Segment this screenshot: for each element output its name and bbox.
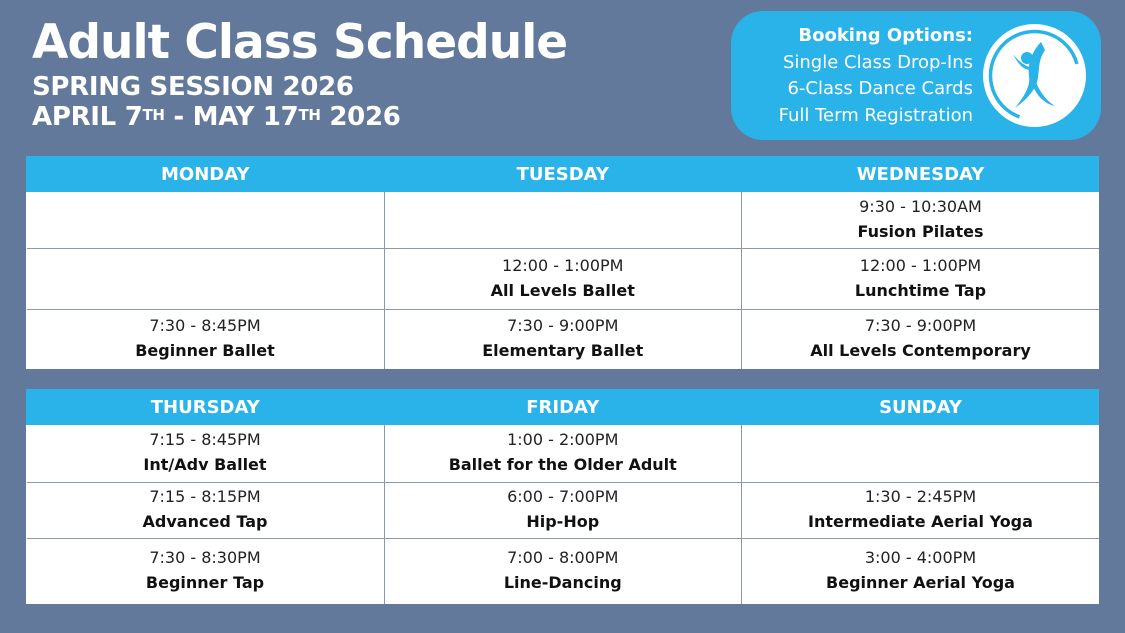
class-time: 7:00 - 8:00PM — [507, 548, 619, 568]
booking-options-panel — [731, 11, 1101, 140]
class-name: Lunchtime Tap — [854, 280, 987, 300]
class-cell — [384, 482, 742, 538]
class-time: 7:30 - 9:00PM — [864, 316, 977, 336]
booking-option-dance-cards: 6-Class Dance Cards — [787, 78, 973, 99]
class-time: 7:30 - 8:30PM — [149, 548, 261, 568]
class-time: 12:00 - 1:00PM — [502, 255, 624, 275]
schedule-table-thu-sun — [26, 389, 1099, 604]
session-name: SPRING SESSION 2026 — [32, 72, 354, 102]
class-cell — [742, 192, 1100, 248]
class-name: Int/Adv Ballet — [143, 455, 267, 475]
class-cell — [384, 538, 742, 604]
class-cell — [742, 248, 1100, 309]
dancer-logo-icon — [983, 24, 1086, 127]
dates-start-suffix: TH — [142, 106, 165, 124]
table-row — [27, 192, 1100, 248]
class-name: Advanced Tap — [142, 512, 268, 531]
schedule-header — [32, 14, 567, 132]
dates-start: APRIL 7 — [32, 102, 143, 132]
class-name: Elementary Ballet — [482, 341, 644, 361]
day-header-wednesday: WEDNESDAY — [742, 156, 1100, 192]
class-name: Beginner Tap — [145, 573, 265, 593]
class-cell — [384, 192, 742, 248]
table-row — [27, 425, 1100, 482]
class-time: 6:00 - 7:00PM — [507, 487, 619, 506]
table-row — [27, 309, 1100, 369]
day-header-tuesday: TUESDAY — [384, 156, 742, 192]
class-time: 1:00 - 2:00PM — [507, 430, 619, 450]
class-name: Fusion Pilates — [857, 221, 984, 241]
dates-end-suffix: TH — [298, 106, 321, 124]
class-cell — [742, 425, 1100, 482]
class-cell — [742, 538, 1100, 604]
table-row — [27, 538, 1100, 604]
class-cell — [27, 425, 385, 482]
page-title: Adult Class Schedule — [32, 15, 568, 70]
class-name: Beginner Aerial Yoga — [826, 573, 1015, 593]
class-cell — [384, 425, 742, 482]
class-cell — [27, 309, 385, 369]
class-time: 7:15 - 8:15PM — [149, 487, 261, 506]
class-time: 12:00 - 1:00PM — [859, 255, 982, 275]
class-cell — [27, 192, 385, 248]
class-time: 1:30 - 2:45PM — [864, 487, 977, 506]
class-name: Ballet for the Older Adult — [448, 455, 677, 475]
schedule-table-mon-wed — [26, 156, 1099, 369]
class-cell — [27, 482, 385, 538]
class-name: Intermediate Aerial Yoga — [808, 512, 1033, 531]
dates-end: - MAY 17 — [164, 102, 299, 132]
booking-option-drop-in: Single Class Drop-Ins — [782, 51, 973, 73]
class-name: Hip-Hop — [526, 512, 600, 531]
class-cell — [384, 309, 742, 369]
class-time: 7:15 - 8:45PM — [149, 430, 261, 450]
class-name: Line-Dancing — [503, 573, 622, 593]
class-cell — [384, 248, 742, 309]
class-cell — [742, 482, 1100, 538]
day-header-friday: FRIDAY — [384, 389, 742, 425]
class-cell — [27, 538, 385, 604]
day-header-thursday: THURSDAY — [27, 389, 385, 425]
class-name: All Levels Contemporary — [810, 341, 1031, 361]
day-header-monday: MONDAY — [27, 156, 385, 192]
table-row — [27, 482, 1100, 538]
class-cell — [742, 309, 1100, 369]
class-time: 3:00 - 4:00PM — [864, 548, 977, 568]
class-time: 7:30 - 9:00PM — [507, 316, 619, 336]
session-dates — [32, 102, 567, 132]
day-header-sunday: SUNDAY — [742, 389, 1100, 425]
booking-option-full-term: Full Term Registration — [778, 104, 973, 126]
class-time: 9:30 - 10:30AM — [859, 196, 982, 216]
class-time: 7:30 - 8:45PM — [149, 316, 261, 336]
booking-heading: Booking Options: — [798, 25, 973, 46]
class-cell — [27, 248, 385, 309]
dates-year: 2026 — [320, 102, 401, 132]
class-name: Beginner Ballet — [135, 341, 275, 361]
class-name: All Levels Ballet — [490, 280, 635, 300]
table-row — [27, 248, 1100, 309]
